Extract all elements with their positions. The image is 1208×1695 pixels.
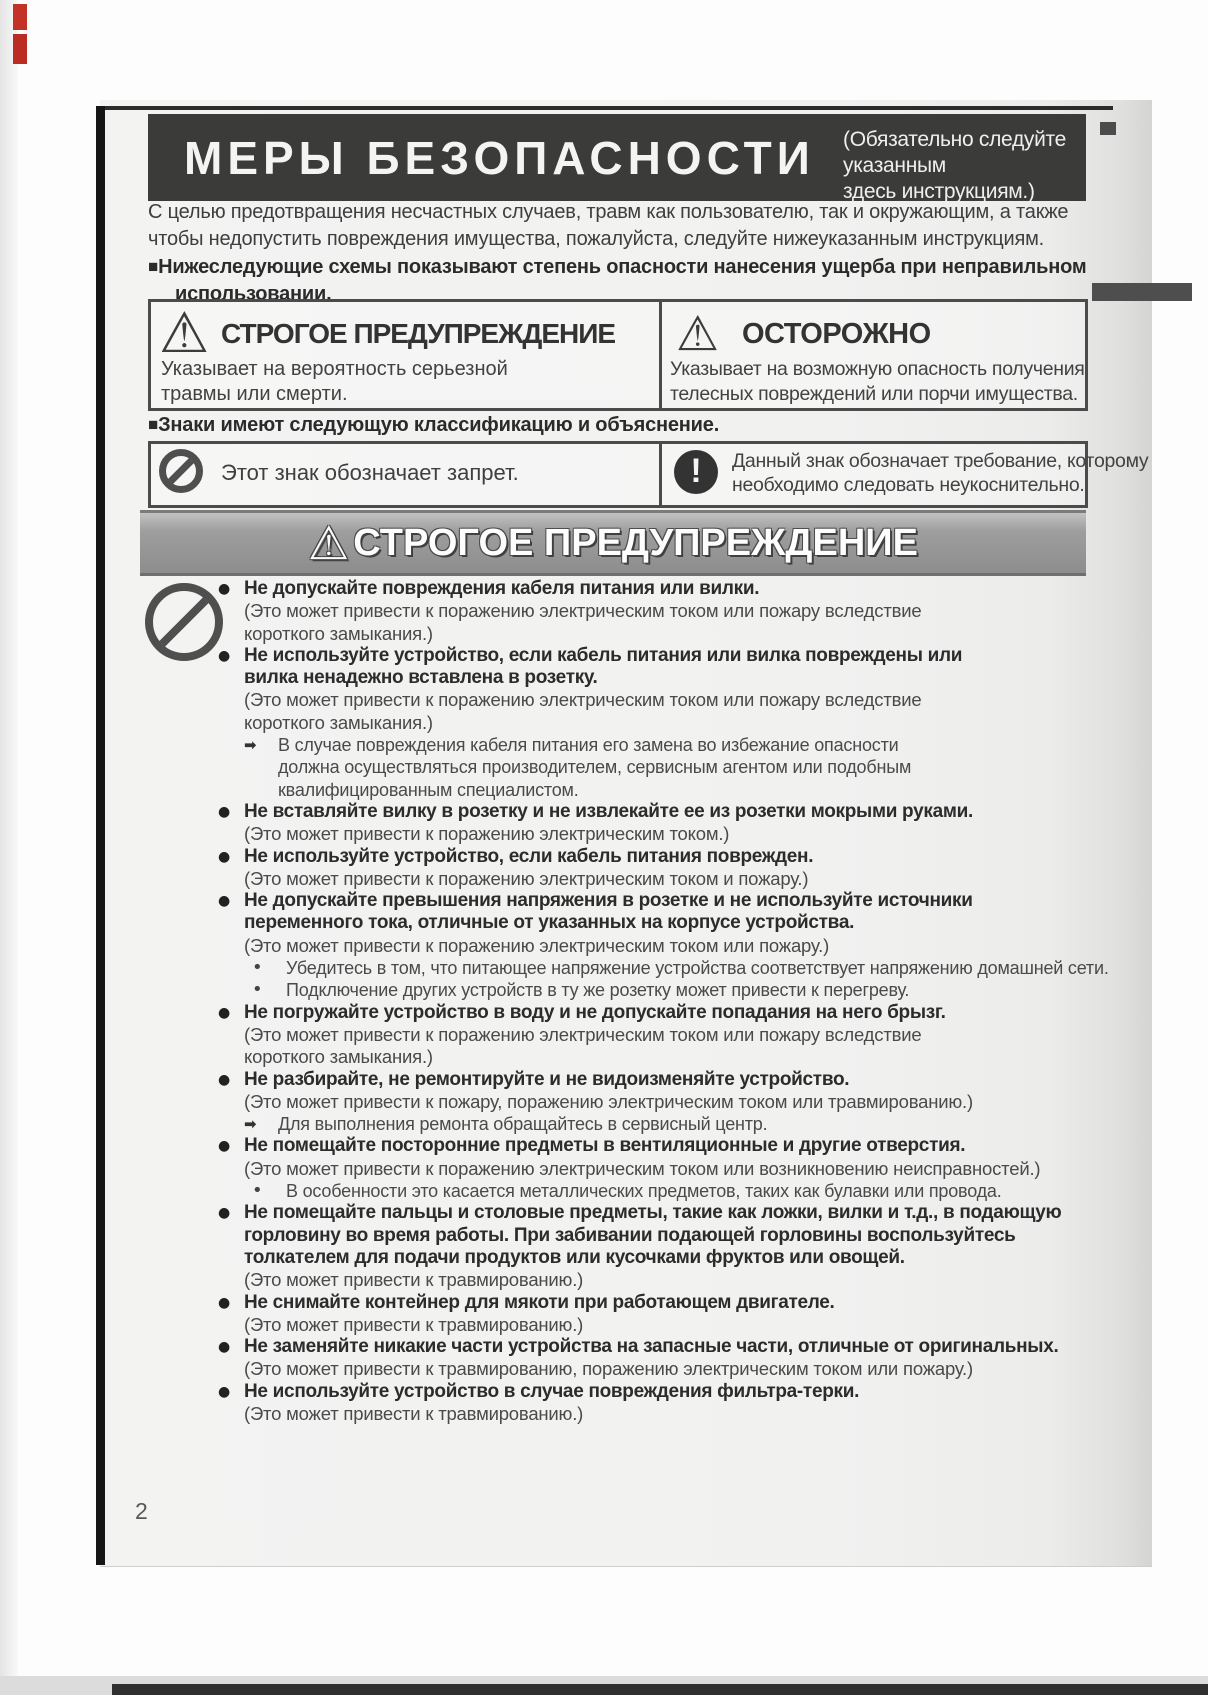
warning-line: [218, 1024, 1123, 1046]
page-left-border: [96, 106, 105, 1565]
dot-icon: •: [252, 979, 263, 1001]
scan-bottom-bar: [112, 1684, 1208, 1695]
warning-line: [218, 645, 1123, 667]
warning-line: [218, 1269, 1123, 1291]
arrow-icon: ➡: [244, 736, 257, 755]
mandatory-sign-line2: необходимо следовать неукоснительно.: [732, 474, 1085, 496]
page-top-border: [105, 106, 1113, 110]
warning-text: короткого замыкания.): [244, 711, 433, 733]
bullet-icon: ●: [218, 581, 230, 597]
severe-warning-cell: [151, 302, 662, 408]
page-title-note: [843, 127, 1093, 205]
warning-text: переменного тока, отличные от указанных на корпусе устройства.: [244, 912, 855, 934]
warning-line: [218, 1202, 1123, 1224]
marker-spacer: [218, 1403, 244, 1425]
warning-line: [218, 1314, 1123, 1336]
warning-list: [218, 578, 1123, 1425]
warning-text: (Это может привести к поражению электрическим током или возникновению неисправностей.): [244, 1157, 1041, 1179]
warning-text: Не погружайте устройство в воду и не допускайте попадания на него брызг.: [244, 1001, 946, 1023]
warning-text: горловину во время работы. При забивании подающей горловины воспользуйтесь: [244, 1224, 1016, 1246]
warning-line: [218, 935, 1123, 957]
caution-desc-line1: Указывает на возможную опасность получения: [670, 358, 1085, 380]
warning-text: (Это может привести к поражению электрическим током.): [244, 823, 730, 845]
mandatory-sign-line1: Данный знак обозначает требование, которому: [732, 450, 1149, 472]
arrow-icon: ➡: [244, 1115, 257, 1134]
warning-text: Для выполнения ремонта обращайтесь в сервисный центр.: [278, 1114, 768, 1135]
hazard-levels-heading-line1: [148, 253, 1087, 281]
red-registration-mark-top: [13, 4, 27, 30]
warning-text: Не допускайте повреждения кабеля питания или вилки.: [244, 578, 760, 599]
warning-line: [218, 667, 1123, 689]
warning-text: Не допускайте превышения напряжения в розетке и не используйте источники: [244, 890, 973, 912]
scan-left-edge: [0, 0, 18, 1695]
red-registration-mark-bottom: [13, 34, 27, 64]
severe-warning-desc-line1: Указывает на вероятность серьезной: [161, 358, 508, 380]
square-bullet-icon: ■: [148, 415, 159, 434]
safety-header-bar: [148, 114, 1086, 201]
marker-spacer: [218, 1358, 244, 1380]
bullet-icon: ●: [218, 893, 230, 910]
warning-text: (Это может привести к поражению электрическим током или пожару вследствие: [244, 689, 922, 711]
warning-line: [218, 1225, 1123, 1247]
page-title-note-line2: здесь инструкциям.): [843, 180, 1035, 203]
bullet-icon: ●: [218, 647, 230, 664]
banner-title: СТРОГОЕ ПРЕДУПРЕЖДЕНИЕ: [353, 521, 918, 564]
warning-line: [218, 734, 1123, 756]
caution-desc-line2: телесных повреждений или порчи имущества.: [670, 383, 1078, 405]
marker-spacer: [218, 623, 244, 645]
page-title-note-line1: (Обязательно следуйте указанным: [843, 128, 1066, 177]
warning-text: квалифицированным специалистом.: [278, 779, 579, 800]
warning-line: [218, 623, 1123, 645]
intro-line2: чтобы недопустить повреждения имущества, пожалуйста, следуйте нижеуказанным инструкциям.: [148, 228, 1045, 250]
severe-warning-banner: [140, 510, 1086, 576]
signs-table: [148, 441, 1149, 508]
marker-spacer: [218, 1247, 244, 1269]
warning-line: [218, 1403, 1123, 1425]
warning-text: вилка ненадежно вставлена в розетку.: [244, 667, 598, 689]
dot-icon: •: [252, 957, 263, 979]
bullet-icon: ●: [218, 1138, 230, 1155]
marker-spacer: [218, 1158, 244, 1180]
marker-spacer: [218, 935, 244, 957]
marker-spacer: [218, 1024, 244, 1046]
warning-text: Не используйте устройство, если кабель питания или вилка повреждены или: [244, 644, 963, 666]
marker-spacer: [218, 712, 244, 734]
severe-warning-desc-line2: травмы или смерти.: [161, 383, 348, 405]
intro-line1: С целью предотвращения несчастных случаев, травм как пользователю, так и окружающим, а также: [148, 201, 1069, 223]
warning-line: [218, 1046, 1123, 1068]
caution-title: ОСТОРОЖНО: [742, 318, 931, 350]
severe-warning-description: [161, 357, 508, 407]
warning-text: толкателем для подачи продуктов или кусочками фруктов или овощей.: [244, 1246, 905, 1268]
warning-line: [218, 957, 1123, 979]
warning-line: [218, 868, 1123, 890]
warning-line: [218, 1113, 1123, 1135]
warning-line: [218, 1381, 1123, 1403]
marker-spacer: [244, 779, 278, 801]
warning-text: (Это может привести к поражению электрическим током или пожару.): [244, 934, 830, 956]
marker-spacer: [218, 1314, 244, 1336]
hazard-levels-heading-line2: использовании.: [175, 283, 332, 305]
warning-line: [218, 1069, 1123, 1091]
bullet-icon: ●: [218, 1383, 230, 1400]
caution-cell: [662, 302, 1085, 408]
warning-text: короткого замыкания.): [244, 1046, 433, 1068]
severe-warning-title: СТРОГОЕ ПРЕДУПРЕЖДЕНИЕ: [221, 318, 616, 349]
marker-spacer: [218, 1091, 244, 1113]
marker-spacer: [218, 1046, 244, 1068]
warning-line: [218, 689, 1123, 711]
marker-spacer: [218, 1225, 244, 1247]
marker-spacer: [218, 600, 244, 622]
warning-line: [218, 600, 1123, 622]
warning-line: [218, 1358, 1123, 1380]
mandatory-icon: !: [674, 450, 718, 494]
caution-triangle-icon: ⚠: [676, 306, 720, 362]
dot-icon: •: [252, 1180, 263, 1202]
warning-line: [218, 1158, 1123, 1180]
bullet-icon: ●: [218, 848, 230, 865]
warning-line: [218, 846, 1123, 868]
intro-paragraph: [148, 199, 1068, 253]
mandatory-sign-text: [732, 449, 1148, 497]
warning-line: [218, 801, 1123, 823]
bullet-icon: ●: [218, 1205, 230, 1222]
warning-triangle-icon: ⚠: [159, 301, 210, 366]
warning-line: [218, 712, 1123, 734]
warning-text: В случае повреждения кабеля питания его замена во избежание опасности: [278, 735, 899, 756]
warning-line: [218, 1135, 1123, 1157]
prohibition-icon: [159, 449, 203, 493]
hazard-level-table: [148, 299, 1088, 411]
page-edge-tab: [1092, 283, 1192, 301]
warning-text: Не вставляйте вилку в розетку и не извлекайте ее из розетки мокрыми руками.: [244, 800, 973, 822]
prohibition-sign-text: Этот знак обозначает запрет.: [221, 460, 519, 485]
warning-text: (Это может привести к травмированию.): [244, 1402, 584, 1424]
mandatory-sign-cell: [662, 444, 1149, 505]
warning-text: Убедитесь в том, что питающее напряжение устройства соответствует напряжению домашней сети.: [286, 958, 1109, 979]
warning-text: Не используйте устройство, если кабель питания поврежден.: [244, 845, 814, 867]
warning-text: короткого замыкания.): [244, 622, 433, 644]
marker-spacer: [218, 667, 244, 689]
marker-spacer: [218, 868, 244, 890]
signs-heading: [148, 411, 719, 439]
warning-line: [218, 1180, 1123, 1202]
bullet-icon: ●: [218, 803, 230, 820]
page-number: 2: [135, 1498, 148, 1524]
warning-text: (Это может привести к поражению электрическим током или пожару вследствие: [244, 1023, 922, 1045]
warning-text: (Это может привести к травмированию.): [244, 1313, 584, 1335]
warning-line: [218, 756, 1123, 778]
warning-text: Подключение других устройств в ту же розетку может привести к перегреву.: [286, 980, 910, 1001]
square-bullet-icon: ■: [148, 257, 159, 276]
warning-line: [218, 1247, 1123, 1269]
bullet-icon: ●: [218, 1294, 230, 1311]
warning-text: Не используйте устройство в случае повреждения фильтра-терки.: [244, 1380, 860, 1402]
warning-text: (Это может привести к поражению электрическим током и пожару.): [244, 867, 809, 889]
warning-line: [218, 1292, 1123, 1314]
marker-spacer: [218, 823, 244, 845]
warning-line: [218, 823, 1123, 845]
warning-text: Не заменяйте никакие части устройства на запасные части, отличные от оригинальных.: [244, 1336, 1059, 1358]
warning-text: должна осуществляться производителем, сервисным агентом или подобным: [278, 757, 912, 778]
warning-line: [218, 979, 1123, 1001]
marker-spacer: [218, 689, 244, 711]
prohibition-icon-large: [145, 583, 223, 661]
warning-line: [218, 912, 1123, 934]
bullet-icon: ●: [218, 1071, 230, 1088]
warning-text: (Это может привести к травмированию, поражению электрическим током или пожару.): [244, 1358, 973, 1380]
bullet-icon: ●: [218, 1339, 230, 1356]
warning-text: (Это может привести к поражению электрическим током или пожару вследствие: [244, 600, 922, 622]
warning-text: В особенности это касается металлических предметов, таких как булавки или провода.: [286, 1181, 1002, 1202]
warning-text: Не помещайте посторонние предметы в вентиляционные и другие отверстия.: [244, 1135, 966, 1157]
marker-spacer: [218, 912, 244, 934]
warning-text: Не снимайте контейнер для мякоти при работающем двигателе.: [244, 1291, 835, 1313]
banner-warning-triangle-icon: ⚠: [308, 516, 350, 570]
marker-spacer: [218, 1269, 244, 1291]
warning-line: [218, 779, 1123, 801]
warning-line: [218, 1336, 1123, 1358]
caution-description: [670, 357, 1085, 407]
hazard-levels-heading-text: Нижеследующие схемы показывают степень опасности нанесения ущерба при неправильном: [158, 256, 1087, 278]
marker-spacer: [244, 756, 278, 778]
warning-text: Не разбирайте, не ремонтируйте и не видоизменяйте устройство.: [244, 1068, 850, 1090]
page-corner-mark: [1100, 122, 1116, 135]
warning-line: [218, 890, 1123, 912]
prohibition-sign-cell: [151, 444, 662, 505]
page-title: МЕРЫ БЕЗОПАСНОСТИ: [184, 132, 815, 184]
warning-text: (Это может привести к травмированию.): [244, 1269, 584, 1291]
warning-line: [218, 578, 1123, 600]
manual-page: [100, 100, 1152, 1567]
warning-line: [218, 1091, 1123, 1113]
signs-heading-text: Знаки имеют следующую классификацию и объяснение.: [158, 414, 720, 436]
warning-text: Не помещайте пальцы и столовые предметы, такие как ложки, вилки и т.д., в подающую: [244, 1202, 1062, 1224]
warning-line: [218, 1002, 1123, 1024]
warning-text: (Это может привести к пожару, поражению электрическим током или травмированию.): [244, 1090, 973, 1112]
bullet-icon: ●: [218, 1004, 230, 1021]
